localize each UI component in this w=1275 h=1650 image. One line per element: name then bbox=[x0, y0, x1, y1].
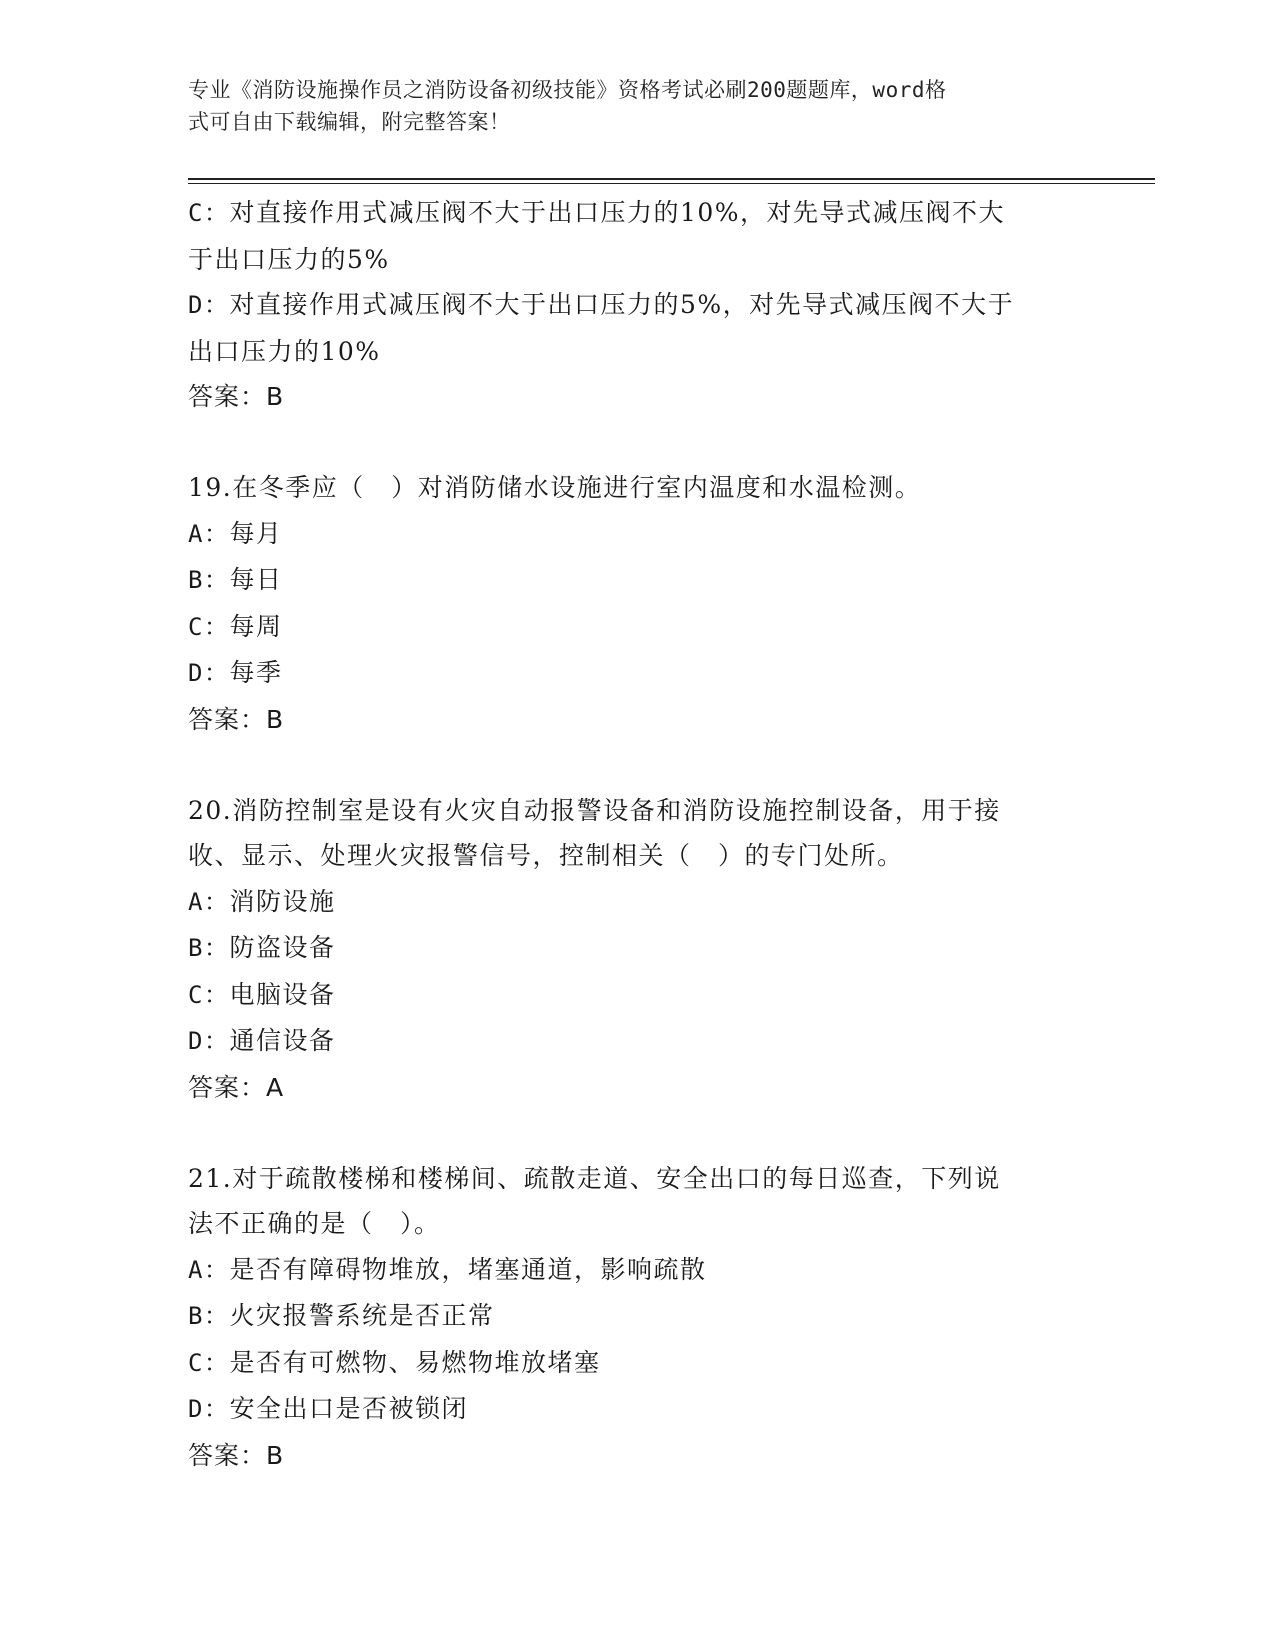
option-text: 是否有障碍物堆放，堵塞通道，影响疏散 bbox=[229, 1254, 707, 1284]
option-text: 安全出口是否被锁闭 bbox=[229, 1394, 468, 1423]
option-line bbox=[188, 557, 1088, 604]
header-divider-bottom bbox=[188, 183, 1155, 184]
option-line bbox=[188, 879, 1088, 926]
option-line bbox=[188, 650, 1088, 697]
option-text: 每季 bbox=[229, 658, 283, 687]
option-text: 每日 bbox=[229, 565, 283, 594]
document-header bbox=[188, 74, 1068, 138]
option-line bbox=[188, 1293, 1088, 1340]
option-line bbox=[188, 1386, 1088, 1433]
option-key: D： bbox=[188, 1027, 230, 1055]
option-key: B： bbox=[188, 1302, 230, 1330]
option-text: 是否有可燃物、易燃物堆放堵塞 bbox=[229, 1347, 601, 1377]
option-key: C： bbox=[188, 1348, 230, 1377]
option-key: A： bbox=[188, 519, 230, 548]
option-line bbox=[188, 925, 1088, 972]
question-text: 21.对于疏散楼梯和楼梯间、疏散走道、安全出口的每日巡查，下列说 bbox=[188, 1163, 1001, 1193]
option-line-continued: 出口压力的10% bbox=[188, 336, 381, 366]
header-line-2: 式可自由下载编辑，附完整答案！ bbox=[188, 110, 511, 134]
option-key: A： bbox=[188, 1255, 230, 1284]
option-key: B： bbox=[188, 566, 230, 594]
option-text: 消防设施 bbox=[229, 886, 336, 916]
option-text: 每周 bbox=[229, 611, 283, 641]
question-text: 19.在冬季应（ ）对消防储水设施进行室内温度和水温检测。 bbox=[188, 473, 922, 502]
option-key: D： bbox=[188, 1395, 230, 1423]
question-text-continued: 法不正确的是（ ）。 bbox=[188, 1209, 441, 1238]
question-text: 20.消防控制室是设有火灾自动报警设备和消防设施控制设备，用于接 bbox=[188, 795, 1001, 825]
header-line-1: 专业《消防设施操作员之消防设备初级技能》资格考试必刷200题题库，word格 bbox=[188, 78, 947, 102]
option-text: 对直接作用式减压阀不大于出口压力的5%，对先导式减压阀不大于 bbox=[229, 290, 1015, 319]
option-key: C： bbox=[188, 199, 230, 227]
option-text: 电脑设备 bbox=[229, 979, 336, 1009]
header-divider-top bbox=[188, 178, 1155, 180]
question-20 bbox=[188, 788, 1088, 1111]
option-key: D： bbox=[188, 291, 230, 319]
option-line bbox=[188, 972, 1088, 1019]
spacer bbox=[188, 742, 1088, 788]
option-line bbox=[188, 1340, 1088, 1387]
option-key: B： bbox=[188, 934, 230, 962]
option-text: 每月 bbox=[229, 518, 283, 548]
option-key: C： bbox=[188, 980, 230, 1009]
option-text: 防盗设备 bbox=[229, 933, 336, 962]
option-key: A： bbox=[188, 887, 230, 916]
option-line bbox=[188, 190, 1088, 237]
partial-question bbox=[188, 190, 1088, 420]
spacer bbox=[188, 420, 1088, 466]
answer: 答案：B bbox=[188, 704, 285, 734]
answer: 答案：B bbox=[188, 1440, 285, 1470]
option-line-continued: 于出口压力的5% bbox=[188, 244, 390, 274]
option-line bbox=[188, 1018, 1088, 1065]
option-key: D： bbox=[188, 659, 230, 687]
option-text: 对直接作用式减压阀不大于出口压力的10%，对先导式减压阀不大 bbox=[229, 198, 1006, 227]
option-text: 通信设备 bbox=[229, 1026, 336, 1055]
option-line bbox=[188, 282, 1088, 329]
question-text-continued: 收、显示、处理火灾报警信号，控制相关（ ）的专门处所。 bbox=[188, 841, 904, 870]
answer: 答案：A bbox=[188, 1072, 285, 1102]
option-line bbox=[188, 511, 1088, 558]
option-line bbox=[188, 1247, 1088, 1294]
question-19 bbox=[188, 465, 1088, 742]
option-text: 火灾报警系统是否正常 bbox=[229, 1301, 495, 1330]
question-21 bbox=[188, 1156, 1088, 1479]
answer: 答案：B bbox=[188, 382, 285, 411]
option-key: C： bbox=[188, 612, 230, 641]
option-line bbox=[188, 604, 1088, 651]
spacer bbox=[188, 1110, 1088, 1156]
question-list bbox=[188, 190, 1088, 1478]
